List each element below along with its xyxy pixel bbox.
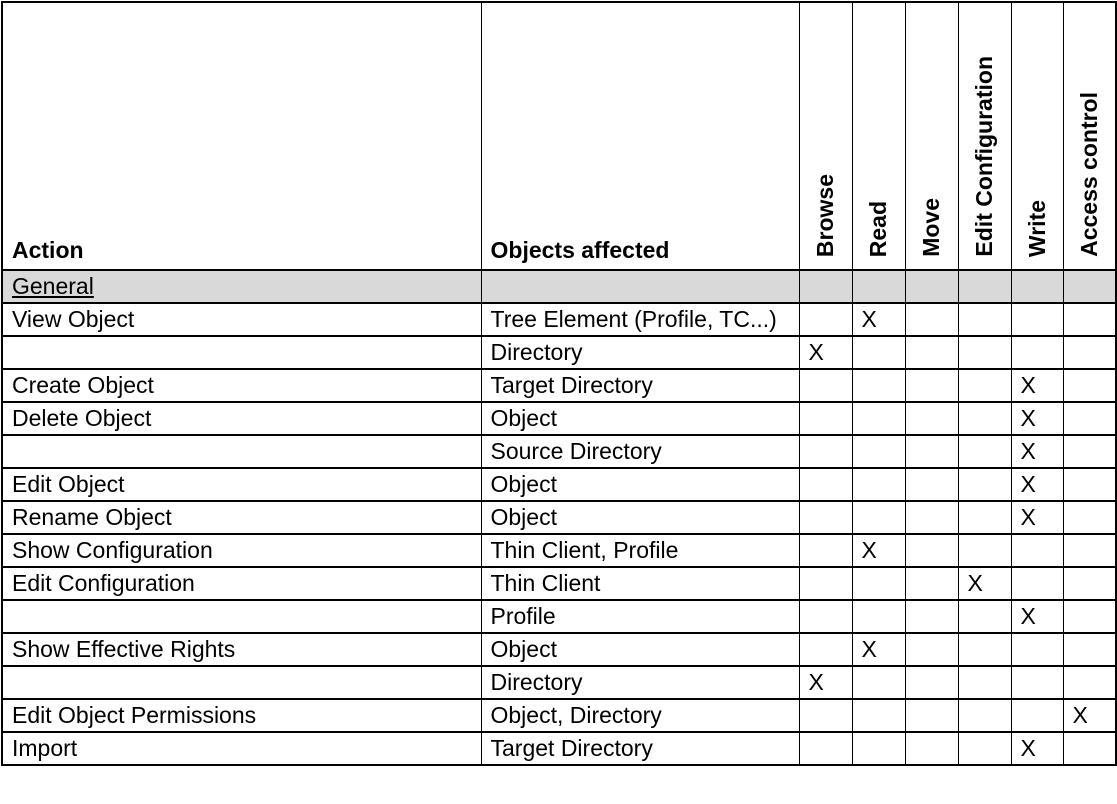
read-mark-cell: X	[852, 633, 905, 666]
move-mark-cell	[905, 567, 958, 600]
move-mark-cell	[905, 369, 958, 402]
access_control-mark-cell	[1063, 435, 1116, 468]
browse-mark-cell: X	[799, 336, 852, 369]
read-mark-cell	[852, 699, 905, 732]
column-header-read-label: Read	[865, 200, 891, 257]
access_control-mark-cell	[1063, 303, 1116, 336]
access_control-mark-cell	[1063, 468, 1116, 501]
column-header-move-label: Move	[918, 198, 944, 257]
read-mark-cell	[852, 435, 905, 468]
column-header-edit-configuration	[958, 2, 1011, 270]
move-mark-cell	[905, 501, 958, 534]
read-mark-cell	[852, 369, 905, 402]
action-cell	[2, 666, 481, 699]
column-header-access-control	[1063, 2, 1116, 270]
browse-mark-cell	[799, 567, 852, 600]
action-cell: Show Effective Rights	[2, 633, 481, 666]
access_control-mark-cell	[1063, 369, 1116, 402]
objects-cell: Object	[481, 402, 799, 435]
move-mark-cell	[905, 534, 958, 567]
action-cell	[2, 600, 481, 633]
read-mark-cell	[852, 567, 905, 600]
write-mark-cell: X	[1011, 435, 1063, 468]
table-row	[2, 633, 1116, 666]
objects-cell: Object	[481, 468, 799, 501]
move-mark-cell	[905, 699, 958, 732]
table-row	[2, 600, 1116, 633]
table-row	[2, 699, 1116, 732]
browse-mark-cell: X	[799, 666, 852, 699]
objects-cell: Directory	[481, 666, 799, 699]
access_control-mark-cell	[1063, 600, 1116, 633]
table-row	[2, 336, 1116, 369]
move-mark-cell	[905, 303, 958, 336]
access_control-mark-cell	[1063, 633, 1116, 666]
move-mark-cell	[905, 468, 958, 501]
write-mark-cell	[1011, 567, 1063, 600]
browse-mark-cell	[799, 534, 852, 567]
action-cell: Create Object	[2, 369, 481, 402]
objects-cell: Profile	[481, 600, 799, 633]
action-cell: Edit Object Permissions	[2, 699, 481, 732]
objects-cell: Directory	[481, 336, 799, 369]
action-cell: Edit Object	[2, 468, 481, 501]
edit_configuration-mark-cell	[958, 501, 1011, 534]
access_control-mark-cell	[1063, 732, 1116, 765]
edit_configuration-mark-cell	[958, 666, 1011, 699]
section-empty-cell	[852, 270, 905, 303]
column-header-move	[905, 2, 958, 270]
action-cell	[2, 435, 481, 468]
write-mark-cell	[1011, 633, 1063, 666]
action-cell	[2, 336, 481, 369]
column-header-action: Action	[2, 2, 481, 270]
write-mark-cell: X	[1011, 369, 1063, 402]
read-mark-cell	[852, 600, 905, 633]
access_control-mark-cell	[1063, 534, 1116, 567]
objects-cell: Source Directory	[481, 435, 799, 468]
table-row	[2, 666, 1116, 699]
section-empty-cell	[799, 270, 852, 303]
header-row	[2, 2, 1116, 270]
write-mark-cell: X	[1011, 468, 1063, 501]
access_control-mark-cell: X	[1063, 699, 1116, 732]
action-cell: Show Configuration	[2, 534, 481, 567]
table-row	[2, 501, 1116, 534]
section-label: General	[12, 273, 94, 299]
table-row	[2, 369, 1116, 402]
table-body	[2, 270, 1116, 765]
read-mark-cell	[852, 666, 905, 699]
objects-cell: Thin Client, Profile	[481, 534, 799, 567]
move-mark-cell	[905, 666, 958, 699]
table-row	[2, 303, 1116, 336]
write-mark-cell	[1011, 666, 1063, 699]
write-mark-cell	[1011, 303, 1063, 336]
edit_configuration-mark-cell	[958, 303, 1011, 336]
browse-mark-cell	[799, 699, 852, 732]
column-header-write-label: Write	[1023, 199, 1050, 257]
access_control-mark-cell	[1063, 336, 1116, 369]
objects-cell: Object	[481, 501, 799, 534]
objects-cell: Target Directory	[481, 732, 799, 765]
read-mark-cell	[852, 402, 905, 435]
section-empty-cell	[1063, 270, 1116, 303]
action-cell: View Object	[2, 303, 481, 336]
edit_configuration-mark-cell	[958, 402, 1011, 435]
column-header-write	[1011, 2, 1063, 270]
section-label-cell	[2, 270, 481, 303]
action-cell: Rename Object	[2, 501, 481, 534]
column-header-edit-configuration-label: Edit Configuration	[971, 56, 997, 257]
edit_configuration-mark-cell	[958, 435, 1011, 468]
move-mark-cell	[905, 600, 958, 633]
objects-cell: Thin Client	[481, 567, 799, 600]
table-row	[2, 468, 1116, 501]
action-cell: Import	[2, 732, 481, 765]
table-header	[2, 2, 1116, 270]
action-cell: Delete Object	[2, 402, 481, 435]
read-mark-cell	[852, 336, 905, 369]
objects-cell: Tree Element (Profile, TC...)	[481, 303, 799, 336]
access_control-mark-cell	[1063, 666, 1116, 699]
objects-cell: Object, Directory	[481, 699, 799, 732]
browse-mark-cell	[799, 435, 852, 468]
edit_configuration-mark-cell	[958, 633, 1011, 666]
table-row	[2, 402, 1116, 435]
objects-cell: Target Directory	[481, 369, 799, 402]
read-mark-cell	[852, 732, 905, 765]
edit_configuration-mark-cell	[958, 699, 1011, 732]
column-header-access-control-label: Access control	[1075, 92, 1102, 257]
move-mark-cell	[905, 336, 958, 369]
write-mark-cell: X	[1011, 732, 1063, 765]
move-mark-cell	[905, 633, 958, 666]
browse-mark-cell	[799, 732, 852, 765]
read-mark-cell: X	[852, 303, 905, 336]
section-empty-cell	[1011, 270, 1063, 303]
section-empty-cell	[481, 270, 799, 303]
browse-mark-cell	[799, 402, 852, 435]
write-mark-cell: X	[1011, 600, 1063, 633]
access_control-mark-cell	[1063, 501, 1116, 534]
read-mark-cell	[852, 468, 905, 501]
write-mark-cell	[1011, 699, 1063, 732]
edit_configuration-mark-cell	[958, 732, 1011, 765]
browse-mark-cell	[799, 600, 852, 633]
write-mark-cell: X	[1011, 402, 1063, 435]
browse-mark-cell	[799, 303, 852, 336]
browse-mark-cell	[799, 468, 852, 501]
objects-cell: Object	[481, 633, 799, 666]
move-mark-cell	[905, 435, 958, 468]
column-header-read	[852, 2, 905, 270]
table-row	[2, 534, 1116, 567]
permissions-table	[1, 1, 1117, 766]
access_control-mark-cell	[1063, 402, 1116, 435]
move-mark-cell	[905, 732, 958, 765]
edit_configuration-mark-cell	[958, 600, 1011, 633]
edit_configuration-mark-cell	[958, 369, 1011, 402]
browse-mark-cell	[799, 369, 852, 402]
read-mark-cell	[852, 501, 905, 534]
section-empty-cell	[905, 270, 958, 303]
access_control-mark-cell	[1063, 567, 1116, 600]
read-mark-cell: X	[852, 534, 905, 567]
move-mark-cell	[905, 402, 958, 435]
edit_configuration-mark-cell	[958, 534, 1011, 567]
column-header-browse-label: Browse	[812, 173, 838, 257]
table-row	[2, 732, 1116, 765]
column-header-browse	[799, 2, 852, 270]
section-row-general	[2, 270, 1116, 303]
table-row	[2, 567, 1116, 600]
edit_configuration-mark-cell: X	[958, 567, 1011, 600]
write-mark-cell: X	[1011, 501, 1063, 534]
browse-mark-cell	[799, 501, 852, 534]
write-mark-cell	[1011, 534, 1063, 567]
edit_configuration-mark-cell	[958, 336, 1011, 369]
table-row	[2, 435, 1116, 468]
section-empty-cell	[958, 270, 1011, 303]
edit_configuration-mark-cell	[958, 468, 1011, 501]
write-mark-cell	[1011, 336, 1063, 369]
action-cell: Edit Configuration	[2, 567, 481, 600]
column-header-objects-affected: Objects affected	[481, 2, 799, 270]
browse-mark-cell	[799, 633, 852, 666]
